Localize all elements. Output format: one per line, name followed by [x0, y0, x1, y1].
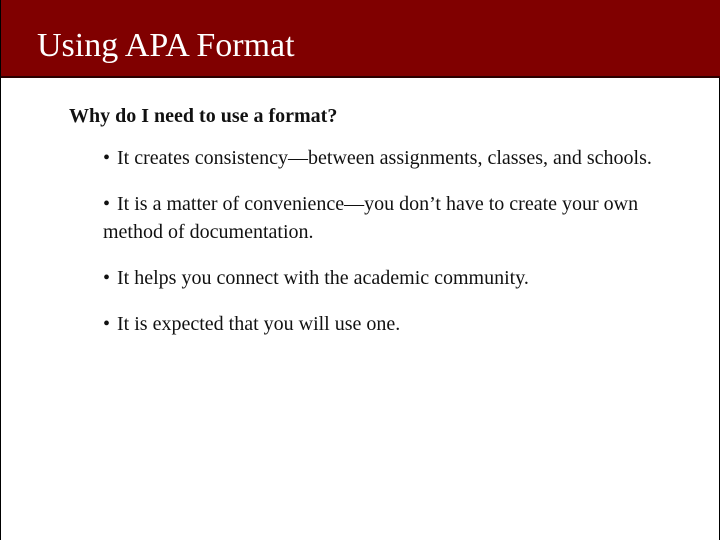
bullet-text: It creates consistency—between assignments, classes, and schools. [117, 147, 652, 169]
bullet-item [103, 190, 693, 246]
bullet-marker: • [103, 147, 111, 169]
bullet-text: It is expected that you will use one. [117, 313, 401, 335]
bullet-marker: • [103, 193, 111, 215]
bullet-marker: • [103, 267, 111, 289]
bullet-text: It helps you connect with the academic community. [117, 267, 529, 289]
bullet-item [103, 310, 693, 338]
section-question: Why do I need to use a format? [69, 105, 338, 127]
bullet-text: It is a matter of convenience—you don’t have to create your own method of documentation. [103, 193, 639, 243]
bullet-item [103, 264, 693, 292]
bullet-list [103, 144, 693, 356]
bullet-marker: • [103, 313, 111, 335]
bullet-item [103, 144, 693, 172]
title-bar [1, 0, 720, 78]
slide-title: Using APA Format [37, 27, 295, 64]
